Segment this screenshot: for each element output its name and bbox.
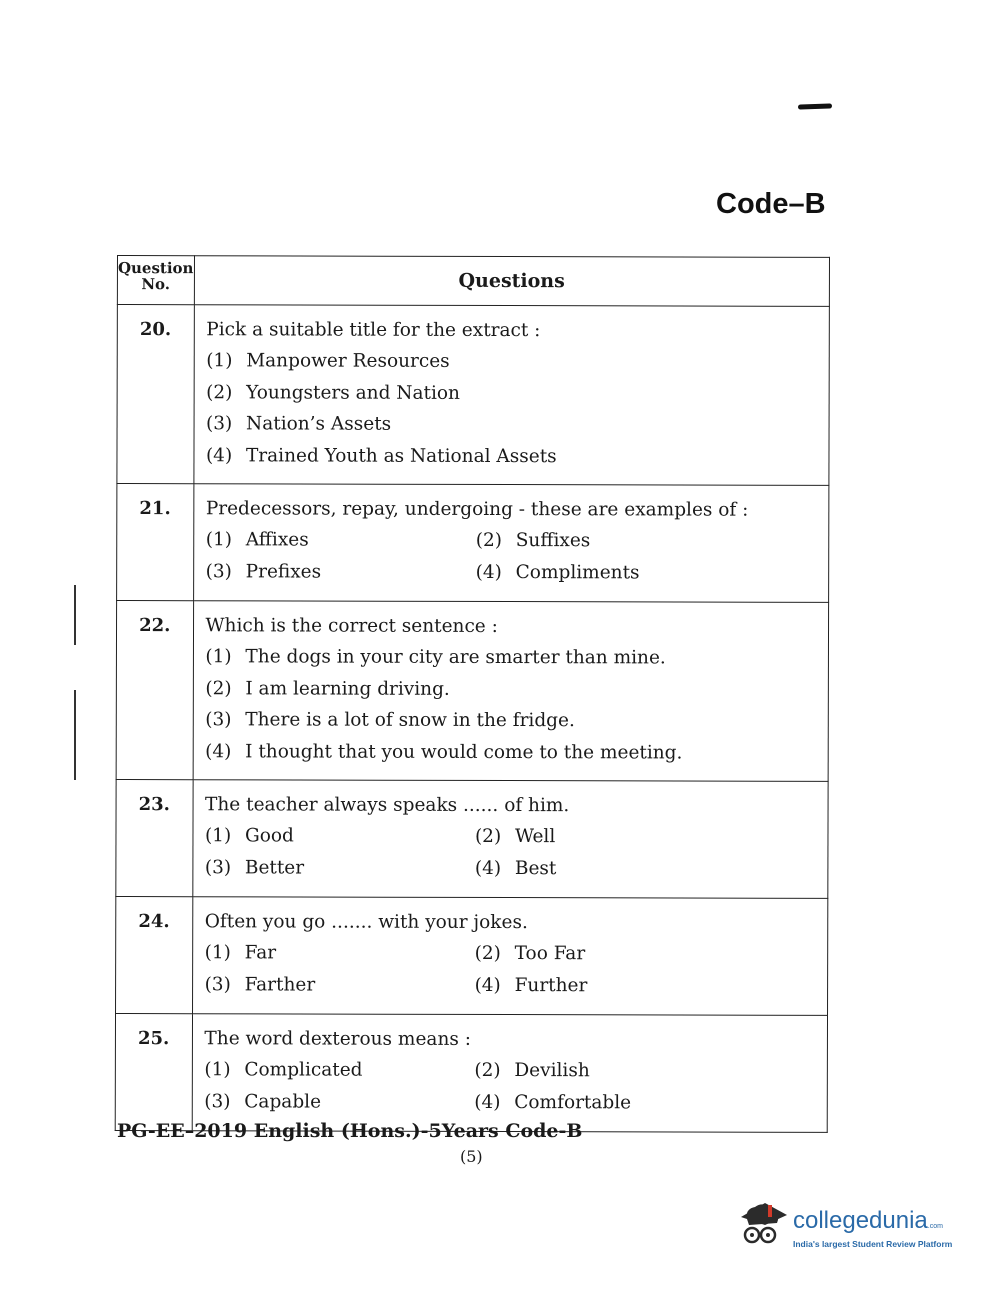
option-number: (3): [205, 709, 232, 731]
option-number: (2): [206, 381, 233, 403]
option-text: Nation’s Assets: [246, 413, 392, 435]
answer-option: [205, 969, 475, 1002]
option-number: (2): [475, 529, 503, 552]
scan-mark: [798, 103, 832, 109]
question-row: [116, 601, 828, 782]
option-number: (1): [204, 825, 232, 847]
question-stem: Predecessors, repay, undergoing - these are examples of :: [205, 498, 749, 521]
answer-option: [205, 704, 828, 737]
header-questions: Questions: [194, 256, 830, 307]
table-header-row: [117, 256, 829, 307]
question-body: [192, 780, 828, 899]
option-text: I thought that you would come to the meeting.: [245, 740, 683, 763]
question-row: [116, 779, 828, 898]
question-number: 23.: [116, 779, 193, 896]
question-body: [193, 601, 829, 782]
option-text: Farther: [244, 974, 316, 996]
answer-option: [475, 853, 765, 886]
question-row: [117, 484, 829, 603]
answer-option: [206, 345, 829, 378]
option-text: Manpower Resources: [246, 350, 450, 372]
mascot-icon: [735, 1195, 791, 1255]
option-text: The dogs in your city are smarter than mine.: [245, 646, 666, 669]
question-number: 21.: [117, 484, 194, 601]
answer-option: [205, 641, 828, 674]
question-number: 25.: [115, 1013, 192, 1130]
option-number: (4): [474, 974, 501, 997]
option-text: Complicated: [244, 1059, 363, 1081]
option-text: Suffixes: [515, 530, 591, 552]
option-number: (1): [205, 529, 233, 551]
option-number: (2): [474, 1059, 501, 1082]
answer-option: [205, 820, 475, 853]
option-number: (3): [204, 857, 232, 879]
option-text: There is a lot of snow in the fridge.: [245, 709, 575, 732]
option-text: Affixes: [245, 529, 309, 551]
answer-option: [204, 1054, 474, 1087]
collegedunia-watermark: [735, 1195, 965, 1255]
options-list: [206, 345, 829, 473]
answer-option: [206, 556, 476, 589]
option-text: Too Far: [514, 943, 586, 965]
answer-option: [476, 557, 766, 590]
header-question-no: [117, 256, 194, 305]
question-body: [193, 305, 829, 486]
option-text: Better: [244, 857, 305, 879]
answer-option: [474, 1055, 764, 1088]
answer-option: [475, 970, 765, 1003]
option-number: (3): [204, 974, 231, 996]
options-list: [206, 524, 829, 590]
paper-footer: PG-EE–2019 English (Hons.)-5Years Code-B: [117, 1120, 583, 1142]
option-number: (2): [205, 677, 232, 699]
option-text: Capable: [244, 1091, 322, 1113]
option-text: Prefixes: [245, 561, 322, 583]
brand-tagline: India's largest Student Review Platform: [793, 1239, 953, 1249]
option-number: (2): [474, 942, 501, 965]
question-number: 22.: [116, 601, 193, 780]
brand-suffix: .com: [927, 1223, 943, 1230]
option-text: I am learning driving.: [245, 677, 450, 700]
option-number: (2): [474, 825, 502, 848]
option-number: (1): [204, 1059, 231, 1081]
option-number: (4): [474, 1091, 501, 1114]
option-text: Trained Youth as National Assets: [245, 444, 557, 467]
option-number: (3): [205, 561, 232, 583]
question-body: [192, 897, 828, 1016]
option-number: (3): [206, 413, 233, 435]
options-list: [205, 641, 828, 769]
option-text: Far: [244, 942, 277, 964]
answer-option: [205, 937, 475, 970]
question-stem: The teacher always speaks ...... of him.: [205, 794, 570, 817]
question-body: [192, 1014, 828, 1133]
option-number: (4): [205, 444, 233, 466]
question-stem: Which is the correct sentence :: [205, 615, 498, 637]
answer-option: [205, 673, 828, 706]
option-number: (4): [474, 857, 502, 880]
option-text: Comfortable: [514, 1092, 632, 1114]
option-text: Well: [514, 826, 556, 848]
brand-name: collegedunia.com: [793, 1207, 943, 1234]
answer-option: [474, 1087, 764, 1120]
question-stem: The word dexterous means :: [204, 1028, 472, 1050]
paper-code: Code–B: [716, 188, 826, 220]
header-question-no-line2: No.: [141, 275, 171, 294]
option-text: Best: [514, 858, 557, 880]
question-body: [193, 484, 829, 603]
options-list: [205, 937, 828, 1003]
answer-option: [205, 852, 475, 885]
option-number: (1): [204, 942, 231, 964]
option-number: (3): [204, 1091, 231, 1113]
option-number: (4): [205, 740, 232, 762]
answer-option: [475, 821, 765, 854]
answer-option: [206, 524, 476, 557]
option-text: Further: [514, 975, 588, 997]
questions-body: [115, 305, 829, 1133]
option-number: (4): [475, 561, 502, 584]
answer-option: [206, 377, 829, 410]
question-number: 20.: [117, 305, 194, 484]
page-number: (5): [460, 1147, 483, 1166]
answer-option: [476, 525, 766, 558]
header-question-no-line1: Question: [117, 259, 194, 278]
scan-edge-line: [74, 690, 76, 780]
questions-table: [115, 255, 830, 1133]
question-row: [117, 305, 829, 486]
question-stem: Often you go ....... with your jokes.: [204, 911, 528, 934]
option-number: (1): [205, 646, 232, 668]
answer-option: [475, 938, 765, 971]
options-list: [204, 1054, 827, 1120]
answer-option: [205, 736, 828, 769]
question-row: [116, 896, 828, 1015]
question-row: [115, 1013, 827, 1132]
scan-edge-line: [74, 585, 76, 645]
option-number: (1): [206, 350, 233, 372]
answer-option: [206, 408, 829, 441]
option-text: Youngsters and Nation: [246, 381, 460, 404]
question-number: 24.: [116, 896, 193, 1013]
option-text: Devilish: [514, 1060, 590, 1082]
option-text: Compliments: [515, 562, 640, 584]
answer-option: [204, 1086, 474, 1119]
answer-option: [206, 440, 829, 473]
option-text: Good: [244, 825, 294, 847]
question-stem: Pick a suitable title for the extract :: [206, 319, 541, 342]
options-list: [205, 820, 828, 886]
